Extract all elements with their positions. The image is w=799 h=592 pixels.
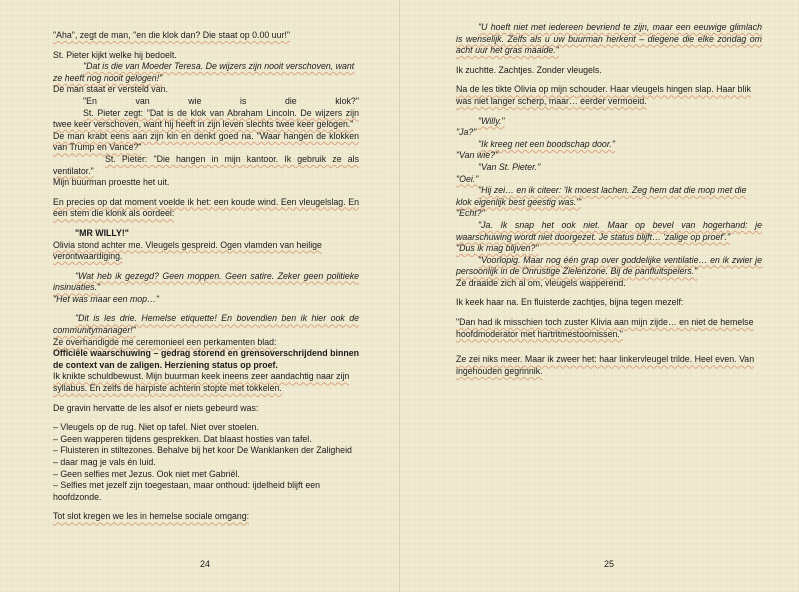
rules-list: [53, 422, 359, 503]
paragraph: Tot slot kregen we les in hemelse sociale omgang:: [53, 511, 250, 522]
list-item: – Vleugels op de rug. Niet op tafel. Niet over stoelen.: [53, 422, 259, 433]
dialogue-line: "Voorlopig. Maar nog één grap over goddelijke ventilatie… en ik zwier je persoonlijk in de Onrustige Zielenzone. Bij de panfluitspelers.": [456, 254, 762, 277]
paragraph: "Dit is les drie. Hemelse etiquette! En bovendien ben ik hier ook de communitymanager!": [53, 313, 359, 336]
dialogue-line: "Ja?": [456, 127, 477, 138]
dialogue-line: "Echt?": [456, 208, 485, 219]
spaced-question-line: [53, 96, 359, 108]
list-item: – Fluisteren in stiltezones. Behalve bij het koor De Wanklanken der Zaligheid – daar mag je vals én luid.: [53, 445, 352, 467]
paragraph: Ik knikte schuldbewust. Mijn buurman keek ineens zeer aandachtig naar zijn syllabus. En zelfs de harpiste achterin stopte met tokkelen.: [53, 371, 350, 394]
dialogue-line: "Oei.": [456, 173, 479, 184]
paragraph: De man krabt eens aan zijn kin en denkt goed na. "Waar hangen de klokken van Trump en Vance?": [53, 130, 359, 153]
list-item: – Selfies met jezelf zijn toegestaan, maar onthoud: ijdelheid blijft een hoofdzonde.: [53, 480, 320, 502]
official-warning: Officiële waarschuwing – gedrag storend en grensoverschrijdend binnen de context van de zaligen. Herziening status op proef.: [53, 348, 359, 370]
paragraph: "Aha", zegt de man, "en die klok dan? Die staat op 0.00 uur!": [53, 30, 290, 40]
paragraph: De man staat er versteld van.: [53, 84, 168, 95]
paragraph: St. Pieter kijkt welke hij bedoelt.: [53, 49, 177, 60]
paragraph: "Wat heb ik gezegd? Geen moppen. Geen satire. Zeker geen politieke insinuaties.": [53, 270, 359, 293]
page-gutter: [399, 0, 400, 592]
list-item: – Geen wapperen tijdens gesprekken. Dat blaast hosties van tafel.: [53, 433, 312, 444]
paragraph: "Dan had ik misschien toch zuster Klivia aan mijn zijde… en niet de hemelse hoofdmoderator met hartritmestoornissen.": [456, 317, 754, 339]
list-item: – Geen selfies met Jezus. Ook niet met Gabriël.: [53, 468, 240, 479]
paragraph: St. Pieter: "Die hangen in mijn kantoor. Ik gebruik ze als ventilator.": [53, 153, 359, 176]
word: is: [240, 95, 247, 106]
word: van: [135, 95, 150, 106]
paragraph: "Dat is die van Moeder Teresa. De wijzers zijn nooit verschoven, want ze heeft nog nooit gelogen!": [53, 61, 355, 83]
left-page: [53, 30, 359, 531]
page-number-right: 25: [604, 559, 615, 569]
paragraph: Mijn buurman proestte het uit.: [53, 177, 170, 188]
paragraph: "Het was maar een mop…": [53, 293, 159, 304]
dialogue-block: [456, 116, 762, 290]
dialogue-line: "Ik kreeg net een boodschap door.": [478, 138, 615, 149]
paragraph: En precies op dat moment voelde ik het: een koude wind. Een vleugelslag. En een stem die klonk als oordeel:: [53, 196, 359, 219]
paragraph: Na de les tikte Olivia op mijn schouder. Haar vleugels hingen slap. Haar blik was niet langer scherp, maar… eerder vermoeid.: [456, 84, 751, 106]
page-number-left: 24: [200, 559, 211, 569]
dialogue-line: "Van St. Pieter.": [478, 161, 541, 172]
right-page: [456, 22, 762, 385]
paragraph: Olivia stond achter me. Vleugels gespreid. Ogen vlamden van heilige verontwaardiging.: [53, 239, 322, 262]
word: "En: [83, 95, 97, 106]
paragraph: "U hoeft niet met iedereen bevriend te zijn, maar een eeuwige glimlach is wenselijk. Zelfs als u uw buurman herkent – diegene die elke zondag om acht uur het gras maaide.": [456, 22, 762, 56]
dialogue-line: Ze draaide zich al om, vleugels wapperend.: [456, 277, 626, 288]
dialogue-line: "Willy.": [478, 115, 505, 126]
paragraph: "MR WILLY!": [75, 227, 129, 238]
dialogue-line: "Hij zei… en ik citeer: 'Ik moest lachen. Zeg hem dat die mop met die klok eigenlijk best geestig was.'": [456, 185, 747, 207]
word: klok?": [335, 95, 359, 106]
dialogue-line: "Ja. Ik snap het ook niet. Maar op bevel van hogerhand: je waarschuwing wordt niet doorgezet. Je status blijft… 'zalige op proef'.": [456, 219, 762, 242]
paragraph: Ik keek haar na. En fluisterde zachtjes, bijna tegen mezelf:: [456, 297, 684, 308]
paragraph: De gravin hervatte de les alsof er niets gebeurd was:: [53, 402, 259, 413]
paragraph: Ze overhandigde me ceremonieel een perkamenten blad:: [53, 336, 277, 347]
word: wie: [188, 95, 202, 106]
paragraph: St. Pieter zegt: "Dat is de klok van Abraham Lincoln. De wijzers zijn twee keer verschoven, want hij heeft in zijn leven slechts twee keer gelogen.": [53, 107, 359, 130]
paragraph: Ze zei niks meer. Maar ik zweer het: haar linkervleugel trilde. Heel even. Van ingehouden gegrinnik.: [456, 354, 755, 376]
word: die: [284, 95, 297, 106]
dialogue-line: "Van wie?": [456, 150, 499, 161]
dialogue-line: "Dus ik mag blijven?": [456, 243, 539, 254]
paragraph: Ik zuchtte. Zachtjes. Zonder vleugels.: [456, 64, 602, 75]
